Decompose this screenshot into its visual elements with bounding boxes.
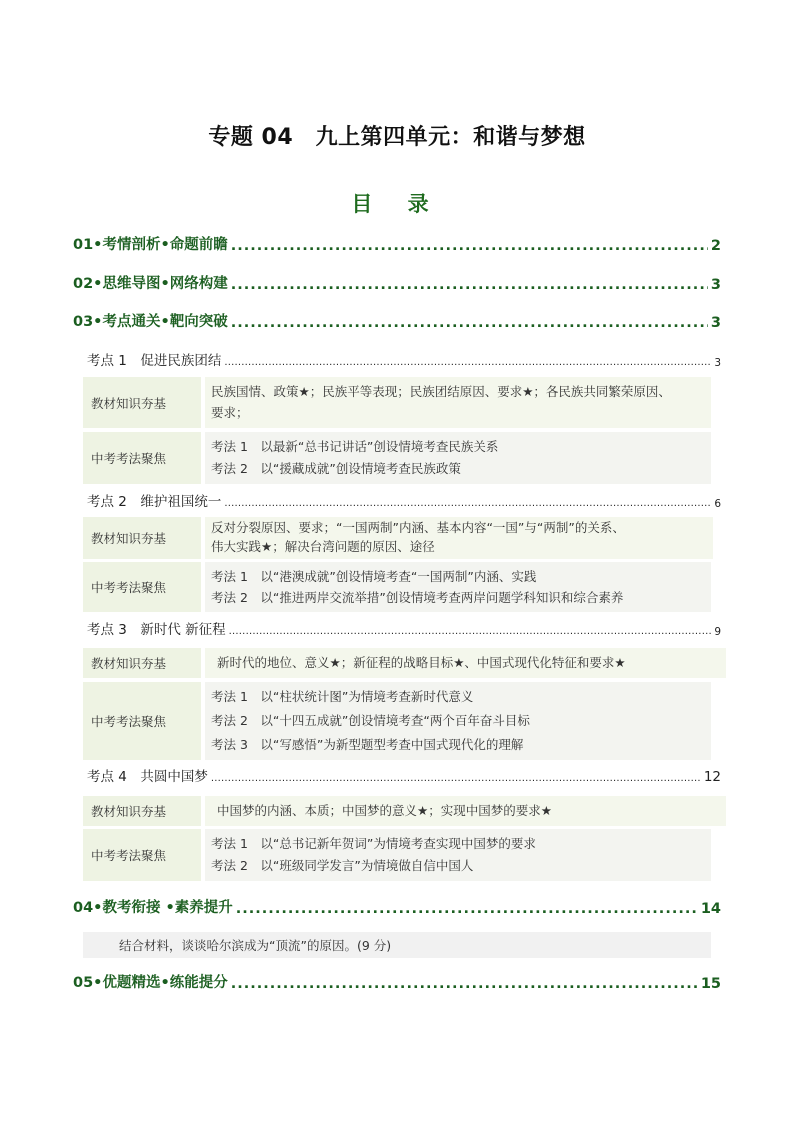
toc-entry-05[interactable]	[73, 972, 721, 992]
knowledge-label: 教材知识夯基	[83, 648, 201, 678]
exam-method: 考法 2 以“十四五成就”创设情境考查“两个百年奋斗目标	[211, 713, 530, 728]
document-title: 专题 04 九上第四单元：和谐与梦想	[208, 125, 586, 150]
toc-entry-page: 3	[710, 277, 721, 293]
knowledge-box-4	[83, 796, 726, 826]
exam-method: 考法 1 以“总书记新年贺词”为情境考查实现中国梦的要求	[211, 836, 536, 851]
toc-leader-dots	[236, 901, 698, 917]
toc-leader-dots	[231, 277, 708, 293]
exam-method: 考法 1 以“港澳成就”创设情境考查“一国两制”内涵、实践	[211, 569, 537, 584]
toc-leader-dots	[229, 622, 712, 638]
toc-point-page: 12	[703, 769, 721, 785]
knowledge-line: 伟大实践★；解决台湾问题的原因、途径	[211, 539, 435, 554]
toc-entry-page: 14	[700, 901, 721, 917]
exam-method: 考法 1 以“柱状统计图”为情境考查新时代意义	[211, 689, 474, 704]
knowledge-line: 反对分裂原因、要求；“一国两制”内涵、基本内容“一国”与“两制”的关系、	[211, 520, 625, 535]
toc-point-page: 9	[714, 626, 721, 638]
knowledge-box-2	[83, 517, 713, 559]
toc-point-label: 考点 1 促进民族团结	[87, 353, 222, 369]
toc-leader-dots	[224, 494, 711, 510]
knowledge-line: 民族国情、政策★；民族平等表现；民族团结原因、要求★；各民族共同繁荣原因、	[211, 384, 671, 399]
toc-leader-dots	[231, 315, 708, 331]
toc-heading: 目 录	[351, 192, 443, 216]
toc-point-page: 6	[714, 498, 721, 510]
toc-entry-page: 15	[700, 976, 721, 992]
knowledge-box-3	[83, 648, 726, 678]
toc-leader-dots	[211, 769, 701, 785]
knowledge-label: 教材知识夯基	[83, 517, 201, 559]
toc-point-page: 3	[714, 357, 721, 369]
exam-method: 考法 3 以“写感悟”为新型题型考查中国式现代化的理解	[211, 737, 524, 752]
toc-entry-label: 04•教考衔接 •素养提升	[73, 900, 233, 916]
exam-content	[205, 829, 711, 881]
exam-label: 中考考法聚焦	[83, 562, 201, 612]
exam-content	[205, 562, 711, 612]
toc-leader-dots	[231, 238, 708, 254]
toc-leader-dots	[224, 353, 711, 369]
exam-method: 考法 2 以“援藏成就”创设情境考查民族政策	[211, 461, 461, 476]
knowledge-line: 要求；	[211, 405, 249, 420]
toc-entry-03[interactable]	[73, 311, 721, 331]
toc-entry-page: 2	[710, 238, 721, 254]
exam-box-2	[83, 562, 711, 612]
exam-method: 考法 2 以“推进两岸交流举措”创设情境考查两岸问题学科知识和综合素养	[211, 590, 624, 605]
exam-box-3	[83, 682, 711, 760]
toc-entry-04[interactable]	[73, 897, 721, 917]
toc-point-label: 考点 3 新时代 新征程	[87, 622, 226, 638]
exam-content	[205, 682, 711, 760]
toc-point-4[interactable]	[87, 767, 721, 785]
exam-method: 考法 2 以“班级同学发言”为情境做自信中国人	[211, 858, 474, 873]
knowledge-content	[205, 377, 711, 428]
knowledge-box-1	[83, 377, 711, 428]
exam-label: 中考考法聚焦	[83, 682, 201, 760]
knowledge-line: 中国梦的内涵、本质；中国梦的意义★；实现中国梦的要求★	[217, 803, 552, 818]
knowledge-label: 教材知识夯基	[83, 377, 201, 428]
toc-entry-label: 05•优题精选•练能提分	[73, 975, 228, 991]
exam-label: 中考考法聚焦	[83, 432, 201, 484]
toc-leader-dots	[231, 976, 698, 992]
exam-method: 考法 1 以最新“总书记讲话”创设情境考查民族关系	[211, 439, 499, 454]
toc-entry-label: 01•考情剖析•命题前瞻	[73, 237, 228, 253]
sample-question-box: 结合材料，谈谈哈尔滨成为“顶流”的原因。(9 分)	[83, 932, 711, 958]
exam-box-1	[83, 432, 711, 484]
toc-entry-label: 02•思维导图•网络构建	[73, 276, 228, 292]
knowledge-content	[205, 648, 726, 678]
exam-content	[205, 432, 711, 484]
knowledge-label: 教材知识夯基	[83, 796, 201, 826]
toc-entry-02[interactable]	[73, 273, 721, 293]
toc-point-label: 考点 2 维护祖国统一	[87, 494, 222, 510]
toc-entry-page: 3	[710, 315, 721, 331]
toc-point-label: 考点 4 共圆中国梦	[87, 769, 208, 785]
toc-entry-label: 03•考点通关•靶向突破	[73, 314, 228, 330]
knowledge-content	[205, 796, 726, 826]
knowledge-line: 新时代的地位、意义★；新征程的战略目标★、中国式现代化特征和要求★	[217, 655, 626, 670]
exam-box-4	[83, 829, 711, 881]
exam-label: 中考考法聚焦	[83, 829, 201, 881]
toc-point-2[interactable]	[87, 492, 721, 510]
toc-point-3[interactable]	[87, 620, 721, 638]
knowledge-content	[205, 517, 713, 559]
toc-point-1[interactable]	[87, 351, 721, 369]
toc-entry-01[interactable]	[73, 234, 721, 254]
